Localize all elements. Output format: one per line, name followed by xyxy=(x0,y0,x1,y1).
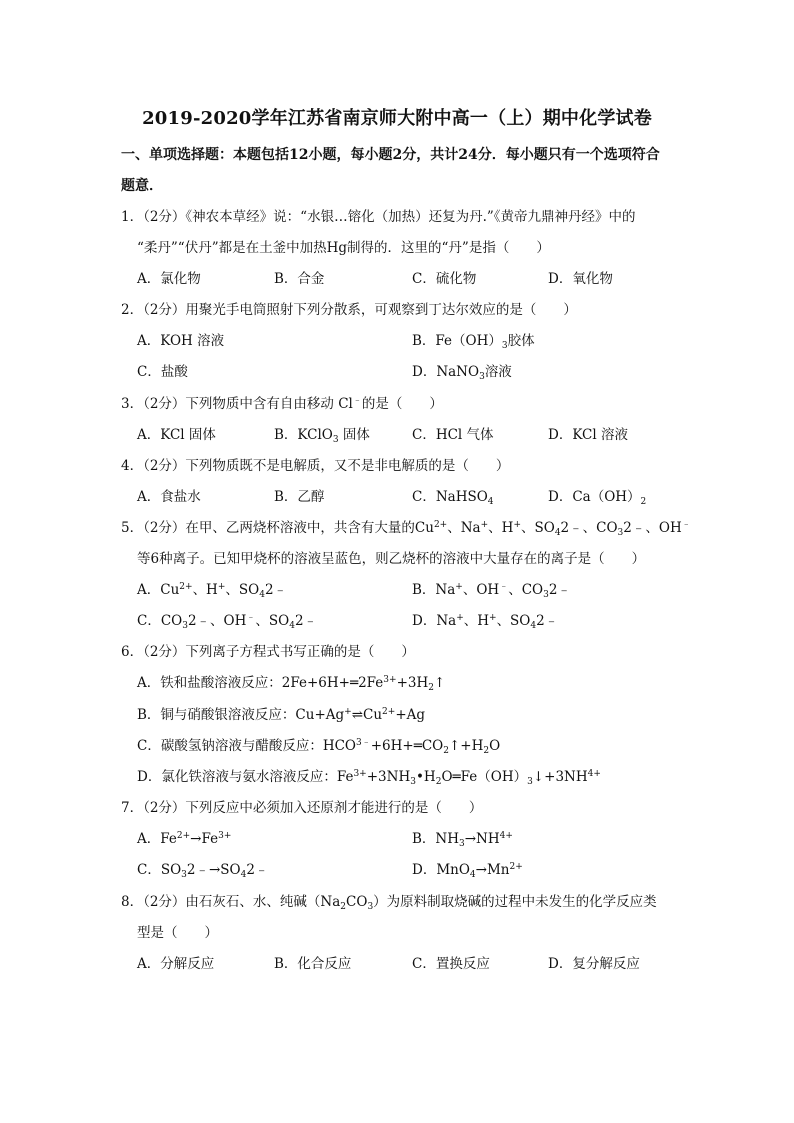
question-1-option-b[interactable]: B．合金 xyxy=(274,271,325,287)
question-1-stem-line2: “柔丹”“伏丹”都是在土釜中加热Hg制得的．这里的“丹”是指（ ） xyxy=(137,240,550,256)
question-3-option-d[interactable]: D．KCl 溶液 xyxy=(548,427,628,443)
question-4-option-b[interactable]: B．乙醇 xyxy=(274,489,325,505)
question-2-option-d[interactable]: D．NaNO$_3$溶液 xyxy=(412,364,512,382)
question-2-option-b[interactable]: B．$Fe(OH)_3$胶体 xyxy=(412,333,535,351)
question-4-option-c[interactable]: C．NaHSO$_4$ xyxy=(412,489,494,507)
question-3-option-b[interactable]: B．KClO$_3$ 固体 xyxy=(274,427,370,445)
question-7-option-d[interactable]: D．$MnO_4\to Mn^{2+}$ xyxy=(412,862,523,880)
question-3-option-c[interactable]: C．HCl 气体 xyxy=(412,427,494,443)
question-2-option-c[interactable]: C．盐酸 xyxy=(137,364,188,380)
question-8-option-c[interactable]: C．置换反应 xyxy=(412,956,490,972)
section-heading xyxy=(121,140,681,202)
question-2-stem-line1: 2．（2分）用聚光手电筒照射下列分散系，可观察到丁达尔效应的是（ ） xyxy=(121,302,577,318)
question-7-option-b[interactable]: B．$NH_3\to NH^{4+}$ xyxy=(412,831,513,849)
question-8-stem-line2: 型是（ ） xyxy=(137,925,218,941)
question-6-option-d[interactable]: D．氯化铁溶液与氨水溶液反应：$Fe^{3+}+3NH_3•H_2O═Fe(OH)_3↓+3NH^{4+}$ xyxy=(137,769,601,787)
question-1-option-d[interactable]: D．氧化物 xyxy=(548,271,613,287)
question-8-stem-line1: 8．（2分）由石灰石、水、纯碱$(Na_2CO_3)$为原料制取烧碱的过程中未发生的化学反应类 xyxy=(121,894,657,912)
question-1-stem-line1: 1．（2分）《神农本草经》说：“水银…镕化（加热）还复为丹.”《黄帝九鼎神丹经》中的 xyxy=(121,209,636,225)
question-8-option-d[interactable]: D．复分解反应 xyxy=(548,956,640,972)
section-heading-line2: 题意． xyxy=(121,178,163,194)
question-3-option-a[interactable]: A．KCl 固体 xyxy=(137,427,216,443)
question-5-stem-line1: 5．（2分）在甲、乙两烧杯溶液中，共含有大量的$Cu^{2+}$、Na+、H+、$SO_42﹣$、$CO_32﹣$、OH﹣ xyxy=(121,520,691,538)
question-5-option-a[interactable]: A．$Cu^{2+}$、H+、$SO_42﹣$ xyxy=(137,582,288,600)
question-8-option-b[interactable]: B．化合反应 xyxy=(274,956,352,972)
question-6-option-b[interactable]: B．铜与硝酸银溶液反应：$Cu+Ag^+\rightleftharpoons Cu^{2+}+Ag$ xyxy=(137,707,426,723)
question-5-option-c[interactable]: C．$CO_32﹣$、OH﹣、$SO_42﹣$ xyxy=(137,613,318,631)
question-1-option-c[interactable]: C．硫化物 xyxy=(412,271,477,287)
question-7-option-c[interactable]: C．$SO_32﹣\to SO_42﹣$ xyxy=(137,862,269,880)
question-1-option-a[interactable]: A．氯化物 xyxy=(137,271,201,287)
question-7-option-a[interactable]: A．$Fe^{2+}\to Fe^{3+}$ xyxy=(137,831,232,847)
question-4-option-a[interactable]: A．食盐水 xyxy=(137,489,201,505)
question-4-stem-line1: 4．（2分）下列物质既不是电解质，又不是非电解质的是（ ） xyxy=(121,458,510,474)
question-6-option-a[interactable]: A．铁和盐酸溶液反应：$2Fe+6H+═2Fe^{3+}+3H_2↑$ xyxy=(137,675,446,693)
question-3-stem-line1: 3．（2分）下列物质中含有自由移动 Cl﹣的是（ ） xyxy=(121,396,443,412)
question-2-option-a[interactable]: A．KOH 溶液 xyxy=(137,333,225,349)
section-heading-line1: 一、单项选择题：本题包括12小题，每小题2分，共计24分．每小题只有一个选项符合 xyxy=(121,147,660,163)
question-6-stem-line1: 6．（2分）下列离子方程式书写正确的是（ ） xyxy=(121,644,415,660)
question-5-stem-line2: 等6种离子。已知甲烧杯的溶液呈蓝色，则乙烧杯的溶液中大量存在的离子是（ ） xyxy=(137,551,646,567)
question-6-option-c[interactable]: C．碳酸氢钠溶液与醋酸反应：$HCO^{3﹣}+6H+═CO_2↑+H_2O$ xyxy=(137,738,501,756)
question-8-option-a[interactable]: A．分解反应 xyxy=(137,956,215,972)
question-4-option-d[interactable]: D．$Ca(OH)_2$ xyxy=(548,489,647,507)
page-title: 2019-2020学年江苏省南京师大附中高一（上）期中化学试卷 xyxy=(142,108,652,129)
question-7-stem-line1: 7．（2分）下列反应中必须加入还原剂才能进行的是（ ） xyxy=(121,800,483,816)
question-5-option-d[interactable]: D．Na+、H+、$SO_42﹣$ xyxy=(412,613,559,631)
question-5-option-b[interactable]: B．Na+、OH﹣、$CO_32﹣$ xyxy=(412,582,571,600)
